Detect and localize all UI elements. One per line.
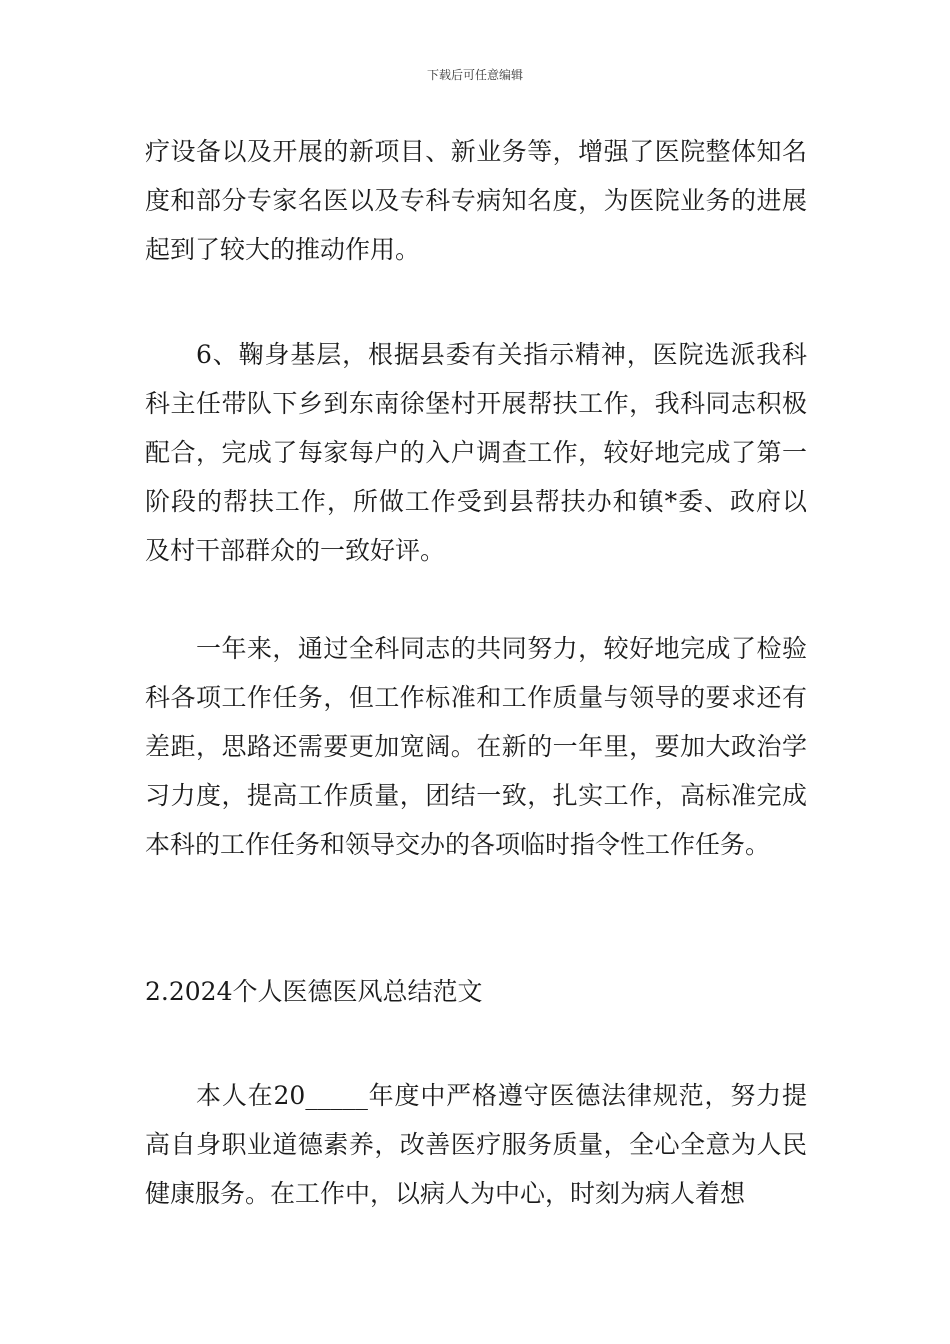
paragraph-item-6: 6、鞠身基层，根据县委有关指示精神，医院选派我科科主任带队下乡到东南徐堡村开展帮扶工作，我科同志积极配合，完成了每家每户的入户调查工作，较好地完成了第一阶段的帮扶工作，所做工作受到县帮扶办和镇*委、政府以及村干部群众的一致好评。	[145, 340, 807, 565]
paragraph-continuation: 疗设备以及开展的新项目、新业务等，增强了医院整体知名度和部分专家名医以及专科专病知名度，为医院业务的进展起到了较大的推动作用。	[145, 137, 807, 264]
paragraph-summary: 一年来，通过全科同志的共同努力，较好地完成了检验科各项工作任务，但工作标准和工作质量与领导的要求还有差距，思路还需要更加宽阔。在新的一年里，要加大政治学习力度，提高工作质量，团结一致，扎实工作，高标准完成本科的工作任务和领导交办的各项临时指令性工作任务。	[145, 634, 807, 859]
page-header-note: 下载后可任意编辑	[426, 68, 523, 82]
paragraph-section-2-intro: 本人在20_____年度中严格遵守医德法律规范，努力提高自身职业道德素养，改善医疗服务质量，全心全意为人民健康服务。在工作中，以病人为中心，时刻为病人着想	[145, 1081, 807, 1208]
section-heading: 2.2024个人医德医风总结范文	[145, 977, 483, 1006]
